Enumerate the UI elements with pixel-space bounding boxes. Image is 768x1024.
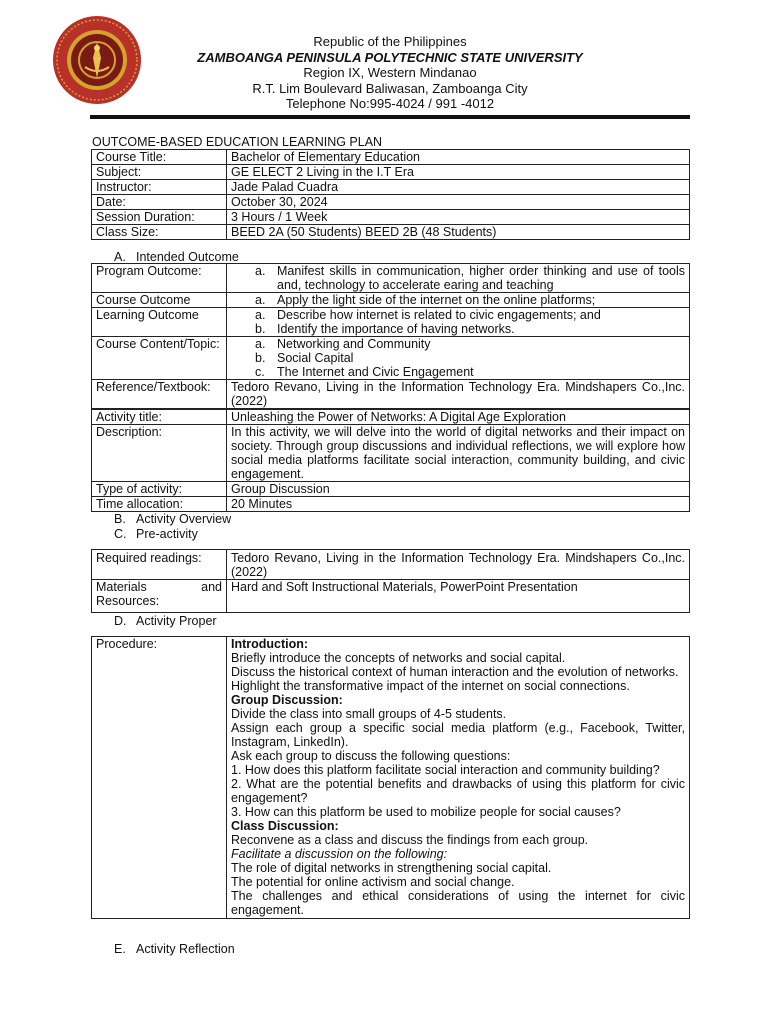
- section-a-marker: A.: [114, 250, 126, 264]
- program-outcome-label: Program Outcome:: [92, 264, 227, 293]
- table-row: [92, 180, 690, 195]
- table-row: [92, 195, 690, 210]
- plan-title: OUTCOME-BASED EDUCATION LEARNING PLAN: [92, 135, 383, 149]
- item-text: Apply the light side of the internet on the online platforms;: [277, 293, 596, 307]
- table-row: [92, 482, 690, 497]
- table-row: [92, 150, 690, 165]
- materials-label-cell: [92, 580, 227, 613]
- table-row: [92, 425, 690, 482]
- table-row: [92, 264, 690, 293]
- list-item: [231, 322, 685, 336]
- item-marker: b.: [255, 322, 266, 336]
- program-outcome-cell: [227, 264, 690, 293]
- table-row: [92, 337, 690, 380]
- list-item: [231, 293, 685, 307]
- intro-line: Briefly introduce the concepts of networks and social capital.: [231, 651, 566, 665]
- section-e-heading: [114, 942, 235, 956]
- activity-table: [91, 409, 690, 512]
- class-point: The challenges and ethical considerations of using the internet for civic engagement.: [231, 889, 685, 917]
- activity-type-label: Type of activity:: [92, 482, 227, 497]
- table-row: [92, 580, 690, 613]
- intro-line: Highlight the transformative impact of the internet on social connections.: [231, 679, 630, 693]
- class-line: Reconvene as a class and discuss the findings from each group.: [231, 833, 589, 847]
- materials-value: Hard and Soft Instructional Materials, PowerPoint Presentation: [227, 580, 690, 613]
- content-topic-cell: [227, 337, 690, 380]
- item-text: Describe how internet is related to civic engagements; and: [277, 308, 601, 322]
- time-allocation-label: Time allocation:: [92, 497, 227, 512]
- course-outcome-cell: [227, 293, 690, 308]
- group-question: 1. How does this platform facilitate social interaction and community building?: [231, 763, 660, 777]
- section-a-title: Intended Outcome: [136, 250, 239, 264]
- group-line: Divide the class into small groups of 4-5 students.: [231, 707, 507, 721]
- subject-value: GE ELECT 2 Living in the I.T Era: [227, 165, 690, 180]
- outcomes-table: [91, 263, 690, 409]
- table-row: [92, 165, 690, 180]
- item-text: Identify the importance of having networks.: [277, 322, 515, 336]
- table-row: [92, 637, 690, 919]
- group-line: Assign each group a specific social media platform (e.g., Facebook, Twitter, Instagram, LinkedIn).: [231, 721, 685, 749]
- course-outcome-label: Course Outcome: [92, 293, 227, 308]
- item-text: Social Capital: [277, 351, 354, 365]
- instructor-value: Jade Palad Cuadra: [227, 180, 690, 195]
- item-marker: a.: [255, 337, 266, 351]
- activity-type-value: Group Discussion: [227, 482, 690, 497]
- table-row: [92, 410, 690, 425]
- session-duration-label: Session Duration:: [92, 210, 227, 225]
- header-divider: [90, 115, 690, 119]
- group-question: 3. How can this platform be used to mobilize people for social causes?: [231, 805, 621, 819]
- description-value: In this activity, we will delve into the world of digital networks and their impact on society. Through group discussions and individual reflections, we will explore how social media platforms facilitate social interaction, community building, and civic engagement.: [227, 425, 690, 482]
- list-item: [231, 351, 685, 365]
- section-c-title: Pre-activity: [136, 527, 198, 541]
- introduction-heading: Introduction:: [231, 637, 309, 651]
- section-d-heading: [114, 614, 217, 628]
- section-b-heading: [114, 512, 231, 526]
- class-point: The potential for online activism and social change.: [231, 875, 515, 889]
- item-marker: a.: [255, 308, 266, 322]
- session-duration-value: 3 Hours / 1 Week: [227, 210, 690, 225]
- group-question: 2. What are the potential benefits and drawbacks of using this platform for civic engagement?: [231, 777, 685, 805]
- list-item: [231, 264, 685, 292]
- subject-label: Subject:: [92, 165, 227, 180]
- list-item: [231, 365, 685, 379]
- item-marker: a.: [255, 293, 266, 307]
- facilitate-line: Facilitate a discussion on the following:: [231, 847, 448, 861]
- course-title-label: Course Title:: [92, 150, 227, 165]
- reference-label: Reference/Textbook:: [92, 380, 227, 409]
- procedure-content: [227, 637, 690, 919]
- class-discussion-heading: Class Discussion:: [231, 819, 339, 833]
- intro-line: Discuss the historical context of human interaction and the evolution of networks.: [231, 665, 679, 679]
- procedure-label: Procedure:: [92, 637, 227, 919]
- learning-outcome-label: Learning Outcome: [92, 308, 227, 337]
- class-size-value: BEED 2A (50 Students) BEED 2B (48 Students): [227, 225, 690, 240]
- instructor-label: Instructor:: [92, 180, 227, 195]
- resources-label-word: Resources:: [96, 594, 160, 608]
- telephone-line: Telephone No:995-4024 / 991 -4012: [285, 96, 495, 111]
- section-a-heading: [114, 250, 239, 264]
- procedure-table: [91, 636, 690, 919]
- zppsu-seal-icon: [52, 15, 142, 105]
- university-name: ZAMBOANGA PENINSULA POLYTECHNIC STATE UNIVERSITY: [197, 49, 583, 65]
- table-row: [92, 308, 690, 337]
- description-label: Description:: [92, 425, 227, 482]
- list-item: [231, 308, 685, 322]
- section-d-title: Activity Proper: [136, 614, 217, 628]
- reference-value: Tedoro Revano, Living in the Information Technology Era. Mindshapers Co.,Inc. (2022): [227, 380, 690, 409]
- activity-title-label: Activity title:: [92, 410, 227, 425]
- table-row: [92, 497, 690, 512]
- pre-activity-table: [91, 549, 690, 613]
- learning-outcome-cell: [227, 308, 690, 337]
- item-text: The Internet and Civic Engagement: [277, 365, 474, 379]
- required-readings-value: Tedoro Revano, Living in the Information Technology Era. Mindshapers Co.,Inc. (2022): [227, 550, 690, 580]
- table-row: [92, 293, 690, 308]
- item-marker: c.: [255, 365, 265, 379]
- item-marker: b.: [255, 351, 266, 365]
- date-label: Date:: [92, 195, 227, 210]
- item-text: Networking and Community: [277, 337, 431, 351]
- section-b-marker: B.: [114, 512, 126, 526]
- table-row: [92, 380, 690, 409]
- course-info-table: [91, 149, 690, 240]
- group-line: Ask each group to discuss the following questions:: [231, 749, 511, 763]
- table-row: [92, 550, 690, 580]
- address-line: R.T. Lim Boulevard Baliwasan, Zamboanga City: [252, 80, 528, 96]
- section-e-marker: E.: [114, 942, 126, 956]
- activity-title-value: Unleashing the Power of Networks: A Digital Age Exploration: [227, 410, 690, 425]
- date-value: October 30, 2024: [227, 195, 690, 210]
- table-row: [92, 210, 690, 225]
- section-c-marker: C.: [114, 527, 127, 541]
- table-row: [92, 225, 690, 240]
- section-c-heading: [114, 527, 198, 541]
- content-topic-label: Course Content/Topic:: [92, 337, 227, 380]
- and-label-word: and: [201, 580, 222, 594]
- class-point: The role of digital networks in strengthening social capital.: [231, 861, 552, 875]
- class-size-label: Class Size:: [92, 225, 227, 240]
- section-d-marker: D.: [114, 614, 127, 628]
- section-e-title: Activity Reflection: [136, 942, 235, 956]
- item-marker: a.: [255, 264, 266, 278]
- list-item: [231, 337, 685, 351]
- course-title-value: Bachelor of Elementary Education: [227, 150, 690, 165]
- letterhead: [0, 0, 768, 124]
- materials-label-word: Materials: [96, 580, 147, 594]
- time-allocation-value: 20 Minutes: [227, 497, 690, 512]
- group-discussion-heading: Group Discussion:: [231, 693, 343, 707]
- section-b-title: Activity Overview: [136, 512, 232, 526]
- region-line: Region IX, Western Mindanao: [303, 65, 477, 80]
- republic-line: Republic of the Philippines: [313, 34, 467, 49]
- required-readings-label: Required readings:: [92, 550, 227, 580]
- item-text: Manifest skills in communication, higher order thinking and use of tools and, technology to accelerate earing and teaching: [277, 264, 685, 292]
